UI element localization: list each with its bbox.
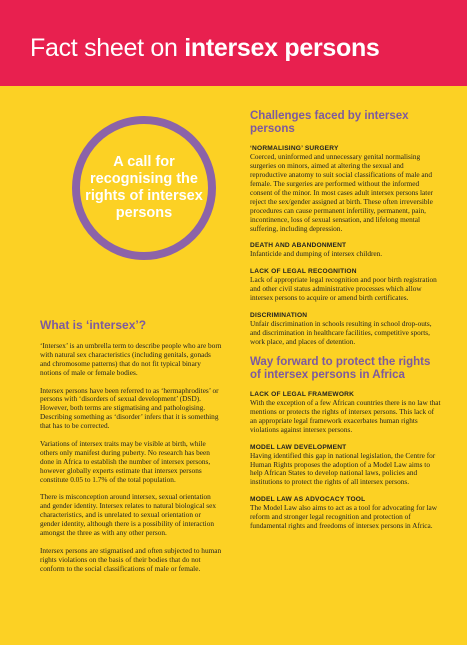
challenges-heading: Challenges faced by intersex persons <box>250 110 409 136</box>
what-is-paragraph: There is misconception around intersex, sexual orientation and gender identity. Intersex relates to natural biological sex characteristics, and is unrelated to sexual orientation or gender identity, although there is a possibility of interaction amongst the three as with any other person. <box>40 492 217 538</box>
what-is-section <box>40 318 222 583</box>
way-forward-text: Having identified this gap in national legislation, the Centre for Human Rights proposes the adoption of a Model Law aims to help African States to develop national laws, policies and institutions to protect the rights of all intersex persons. <box>250 450 436 487</box>
way-forward-title: LACK OF LEGAL FRAMEWORK <box>250 391 355 399</box>
what-is-paragraph: Variations of intersex traits may be visible at birth, while others only manifest during puberty. No research has been done in Africa to establish the number of intersex persons, however globally experts estimate that intersex persons constitute 0.05 to 1.7% of the total population. <box>40 439 211 484</box>
what-is-heading: What is ‘intersex’? <box>40 318 147 332</box>
title-prefix: Fact sheet on <box>30 34 185 62</box>
what-is-paragraph: ‘Intersex’ is an umbrella term to describe people who are born with natural sex characteristics (including genitals, gonads and chromosome patterns) that do not fit typical binary notions of male or female bodies. <box>40 341 222 377</box>
page-title <box>30 34 380 63</box>
callout-text: A call for recognising the rights of intersex persons <box>85 153 203 222</box>
challenge-title: ‘NORMALISING’ SURGERY <box>250 145 339 153</box>
challenge-text: Infanticide and dumping of intersex children. <box>250 249 383 259</box>
challenge-text: Coerced, uninformed and unnecessary genital normalising surgeries on minors, aimed at altering the sexual and reproductive anatomy to suit social classifications of male and female. The surgeries are performed without the informed consent of the minor. In most cases adult intersex persons later reject the sex/gender assigned at birth. These often irreversible procedures can cause permanent infertility, permanent, pain, incontinence, loss of sexual sensation, and lifelong mental suffering, including depression. <box>250 152 433 233</box>
way-forward-heading: Way forward to protect the rights of intersex persons in Africa <box>250 355 431 381</box>
challenge-title: DISCRIMINATION <box>250 312 308 320</box>
right-column <box>250 110 442 540</box>
challenge-title: DEATH AND ABANDONMENT <box>250 242 347 250</box>
title-banner <box>0 0 467 86</box>
way-forward-title: MODEL LAW DEVELOPMENT <box>250 443 347 451</box>
challenge-text: Lack of appropriate legal recognition and poor birth registration and other civil status administrative processes which allow intersex persons to acquire or amend birth certificates. <box>250 275 437 303</box>
what-is-paragraph: Intersex persons are stigmatised and often subjected to human rights violations on the basis of their bodies that do not conform to the social classifications of male or female. <box>40 545 222 573</box>
what-is-paragraph: Intersex persons have been referred to as ‘hermaphrodites’ or persons with ‘disorders of sexual development’ (DSD). However, both terms are stigmatising and pathologising. Describing something as ‘disorder’ infers that it is something that has to be corrected. <box>40 385 219 431</box>
challenge-title: LACK OF LEGAL RECOGNITION <box>250 268 357 276</box>
callout-circle <box>72 116 216 260</box>
way-forward-text: The Model Law also aims to act as a tool for advocating for law reform and stronger legal recognition and protection of fundamental rights and freedoms of intersex persons in Africa. <box>250 503 438 531</box>
challenge-text: Unfair discrimination in schools resulting in school drop-outs, and discrimination in healthcare facilities, competitive sports, work place, and places of detention. <box>250 319 432 346</box>
way-forward-text: With the exception of a few African countries there is no law that mentions or protects the rights of intersex persons. This lack of an appropriate legal framework exacerbates human rights violations against intersex persons. <box>250 398 441 434</box>
way-forward-title: MODEL LAW AS ADVOCACY TOOL <box>250 496 366 504</box>
title-bold: intersex persons <box>184 34 380 62</box>
